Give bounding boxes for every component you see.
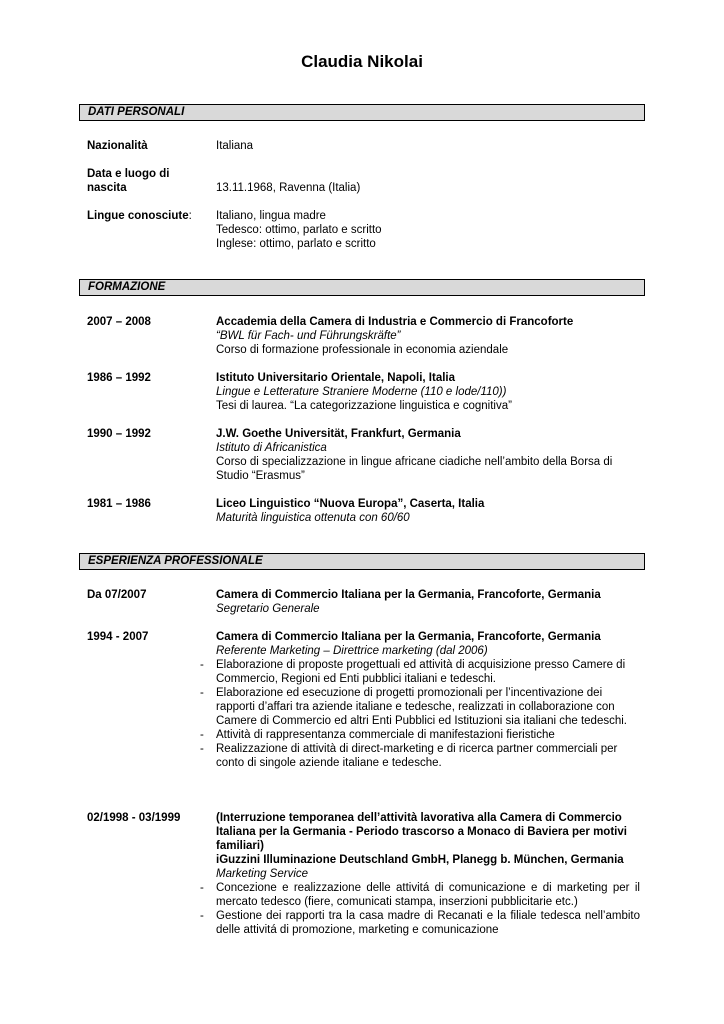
education-period: 1981 – 1986 [87, 498, 151, 510]
bullet-dash: - [200, 910, 204, 922]
education-period: 1986 – 1992 [87, 372, 151, 384]
education-course: “BWL für Fach- und Führungskräfte” [216, 330, 401, 342]
languages-label [87, 209, 192, 223]
bullet-text: Gestione dei rapporti tra la casa madre di Recanati e la filiale tedesca nell’ambito delle attivitá di promozione, marketing e comunicazione [216, 910, 640, 936]
experience-bullet [200, 728, 640, 742]
experience-period: 1994 - 2007 [87, 631, 149, 643]
experience-bullet [200, 658, 640, 686]
experience-bullet [200, 909, 640, 937]
education-entry [216, 497, 640, 525]
bullet-text: Realizzazione di attività di direct-marketing e di ricerca partner commerciali per conto di singole aziende italiane e tedesche. [216, 743, 618, 769]
bullet-dash: - [200, 687, 204, 699]
bullet-text: Concezione e realizzazione delle attivitá di comunicazione e di marketing per il mercato tedesco (fiere, comunicati stampa, inserzioni pubblicitarie etc.) [216, 882, 640, 908]
education-note: Corso di formazione professionale in economia aziendale [216, 344, 509, 356]
birth-label-line-1: Data e luogo di [87, 168, 170, 180]
education-period: 1990 – 1992 [87, 428, 151, 440]
birth-label [87, 167, 169, 195]
bullet-text: Elaborazione ed esecuzione di progetti promozionali per l’incentivazione dei rapporti d’affari tra aziende italiane e tedesche, realizzati in collaborazione con Camere di Commercio ed altri Enti Pubblici ed Istituzioni sia italiani che tedeschi. [216, 687, 627, 727]
experience-bullet [200, 742, 640, 770]
experience-role: Marketing Service [216, 868, 309, 880]
experience-employer: Camera di Commercio Italiana per la Germania, Francoforte, Germania [216, 631, 601, 643]
experience-entry [200, 811, 640, 937]
experience-bullet [200, 686, 640, 728]
education-note: Corso di specializzazione in lingue africane ciadiche nell’ambito della Borsa di Studio “Erasmus” [216, 456, 613, 482]
experience-interruption-note: (Interruzione temporanea dell’attività lavorativa alla Camera di Commercio Italiana per la Germania - Periodo trascorso a Monaco di Baviera per motivi familiari) [216, 812, 627, 852]
bullet-dash: - [200, 729, 204, 741]
section-header-education: FORMAZIONE [79, 279, 645, 296]
section-header-personal: DATI PERSONALI [79, 104, 645, 121]
education-institution: Accademia della Camera di Industria e Commercio di Francoforte [216, 316, 574, 328]
experience-role: Segretario Generale [216, 603, 320, 615]
section-header-experience: ESPERIENZA PROFESSIONALE [79, 553, 645, 570]
education-course: Istituto di Africanistica [216, 442, 327, 454]
birth-value: 13.11.1968, Ravenna (Italia) [216, 182, 361, 194]
bullet-dash: - [200, 659, 204, 671]
nationality-value: Italiana [216, 140, 254, 152]
bullet-dash: - [200, 882, 204, 894]
cv-name: Claudia Nikolai [301, 52, 423, 71]
bullet-text: Attività di rappresentanza commerciale di manifestazioni fieristiche [216, 729, 555, 741]
education-institution: J.W. Goethe Universität, Frankfurt, Germania [216, 428, 461, 440]
education-entry [216, 427, 640, 483]
experience-employer: Camera di Commercio Italiana per la Germania, Francoforte, Germania [216, 589, 601, 601]
education-period: 2007 – 2008 [87, 316, 151, 328]
language-item: Inglese: ottimo, parlato e scritto [216, 238, 376, 250]
education-course: Lingue e Letterature Straniere Moderne (110 e lode/110)) [216, 386, 507, 398]
education-entry [216, 315, 640, 357]
language-item: Tedesco: ottimo, parlato e scritto [216, 224, 382, 236]
languages-label-text: Lingue conosciute [87, 210, 189, 222]
language-item: Italiano, lingua madre [216, 210, 326, 222]
experience-employer: iGuzzini Illuminazione Deutschland GmbH, Planegg b. München, Germania [216, 854, 624, 866]
experience-period: 02/1998 - 03/1999 [87, 812, 181, 824]
experience-bullet [200, 881, 640, 909]
experience-period: Da 07/2007 [87, 589, 147, 601]
education-institution: Istituto Universitario Orientale, Napoli, Italia [216, 372, 455, 384]
languages-label-colon: : [188, 210, 192, 222]
bullet-text: Elaborazione di proposte progettuali ed attività di acquisizione presso Camere di Commercio, Regioni ed Enti pubblici italiani e tedeschi. [216, 659, 626, 685]
education-entry [216, 371, 640, 413]
education-course: Maturità linguistica ottenuta con 60/60 [216, 512, 410, 524]
experience-role: Referente Marketing – Direttrice marketing (dal 2006) [216, 645, 488, 657]
languages-value [216, 209, 640, 251]
experience-entry [200, 630, 640, 770]
nationality-label: Nazionalità [87, 140, 148, 152]
birth-label-line-2: nascita [87, 182, 127, 194]
education-note: Tesi di laurea. “La categorizzazione linguistica e cognitiva” [216, 400, 512, 412]
experience-entry [216, 588, 640, 616]
education-institution: Liceo Linguistico “Nuova Europa”, Caserta, Italia [216, 498, 485, 510]
bullet-dash: - [200, 743, 204, 755]
